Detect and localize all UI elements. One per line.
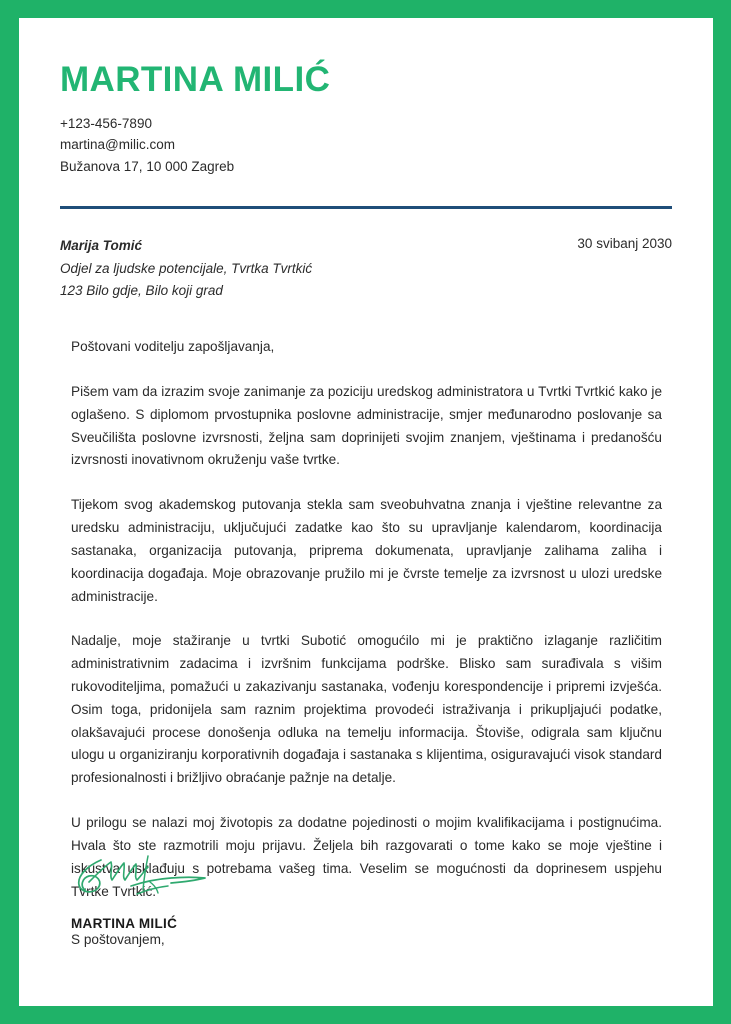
body-paragraph-4: U prilogu se nalazi moj životopis za dodatne pojedinosti o mojim kvalifikacijama i postignućima. Hvala što ste razmotrili moju prijavu. Željela bih razgovarati o tome kako se moje vještine i iskustva usklađuju s potrebama vašeg tima. Veselim se mogućnosti da doprinesem uspjehu Tvrtke Tvrtkić. [71,815,662,899]
letter-meta [60,235,672,301]
signature-name: MARTINA MILIĆ [71,916,178,931]
sender-name: MARTINA MILIĆ [60,60,331,99]
sender-address: Bužanova 17, 10 000 Zagreb [60,159,235,175]
letter-date: 30 svibanj 2030 [577,236,672,252]
body-paragraph-1: Pišem vam da izrazim svoje zanimanje za poziciju uredskog administratora u Tvrtki Tvrtkić kako je oglašeno. S diplomom prvostupnika poslovne administracije, smjer međunarodno poslovanje sa Sveučilišta poslovne izvrsnosti, željna sam doprinijeti svojim znanjem, vještinama i predanošću izvrsnosti inovativnom okruženju vaše tvrtke. [71,383,662,468]
body-paragraph-3: Nadalje, moje stažiranje u tvrtki Subotić omogućilo mi je praktično izlaganje različitim administrativnim zadacima i izvršnim funkcijama podrške. Blisko sam surađivala s višim rukovoditeljima, pomažući u zakazivanju sastanaka, vođenju korespondencije i pripremi izvješća. Osim toga, pridonijela sam raznim projektima provodeći istraživanja i prikupljajući podatke, olakšavajući procese donošenja odluka na temelju informacija. Štoviše, odigrala sam ključnu ulogu u organiziranju korporativnih događaja i sastanaka s klijentima, osiguravajući visok standard profesionalnosti i brižljivo obraćanje pažnje na detalje. [71,633,662,786]
sender-contact-list [60,113,672,179]
header-divider [60,206,672,209]
recipient-address: 123 Bilo gdje, Bilo koji grad [60,282,223,298]
recipient-name: Marija Tomić [60,238,143,254]
signature-block [71,852,231,931]
sender-phone: +123-456-7890 [60,115,152,131]
body-paragraph-2: Tijekom svog akademskog putovanja stekla sam sveobuhvatna znanja i vještine relevantne za uredsku administraciju, uključujući zadatke kao što su upravljanje kalendarom, koordinacija sastanaka, organizacija putovanja, priprema dokumenata, upravljanje zalihama zaliha i koordinacija događaja. Moje obrazovanje pružilo mi je čvrste temelje za izvrsnost u ulozi uredske administracije. [71,497,662,604]
sender-email: martina@milic.com [60,137,175,153]
salutation: Poštovani voditelju zapošljavanja, [71,339,275,355]
closing-line: S poštovanjem, [71,932,165,948]
letterhead [60,18,672,178]
recipient-block [60,235,312,301]
recipient-organization: Odjel za ljudske potencijale, Tvrtka Tvrtkić [60,261,313,277]
letter-sheet [19,18,713,1006]
handwritten-signature-icon [71,852,231,904]
